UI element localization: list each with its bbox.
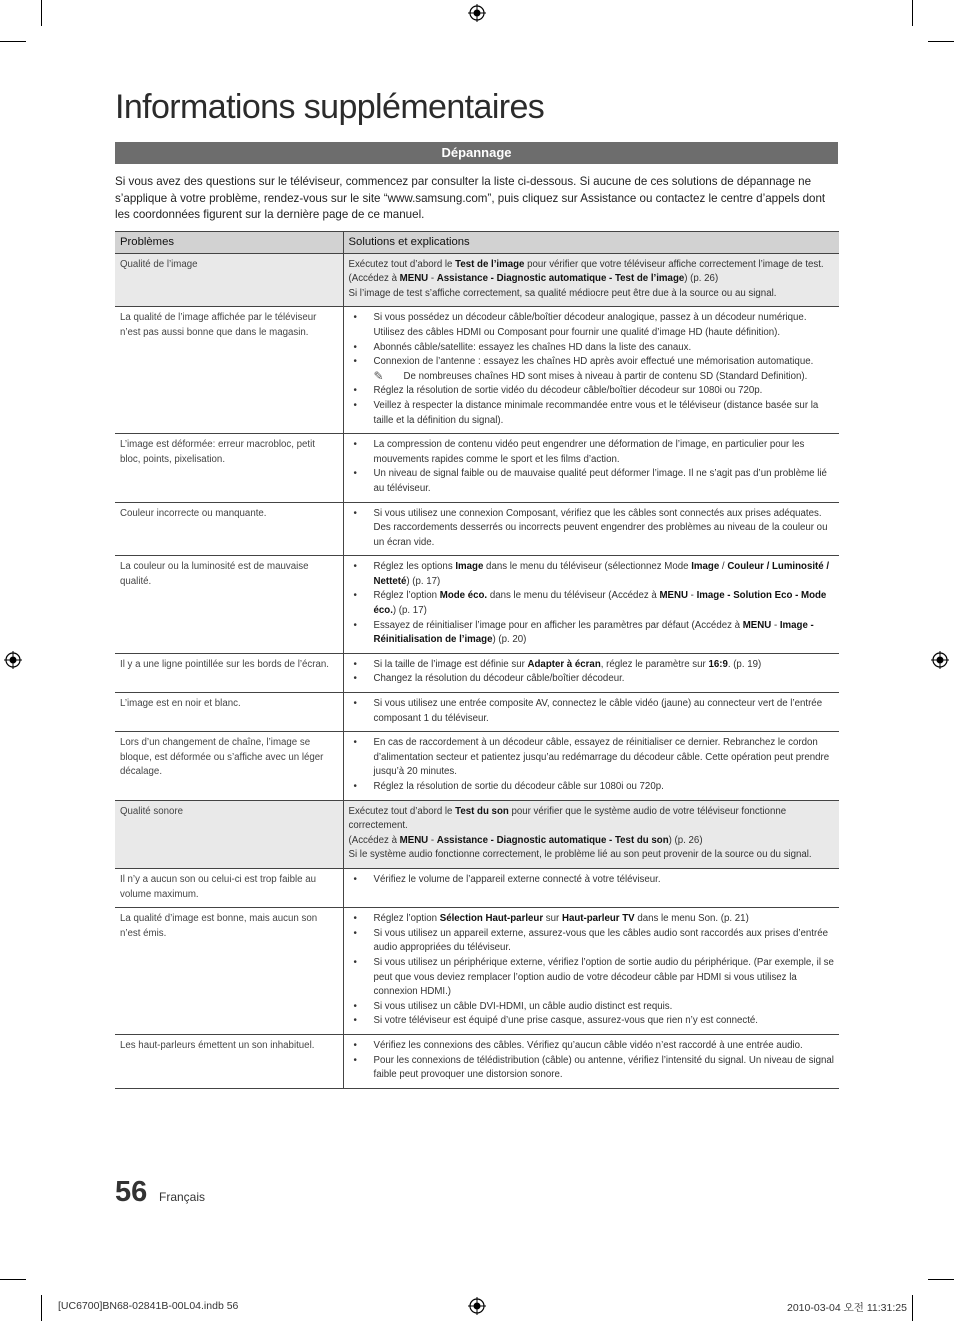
bold-term: MENU	[659, 590, 688, 602]
table-row	[115, 556, 839, 654]
problem-cell: Qualité sonore	[115, 800, 343, 868]
solution-bullet-list	[349, 873, 835, 888]
list-item	[349, 560, 835, 589]
solution-cell	[343, 693, 839, 732]
text-run: Abonnés câble/satellite: essayez les chaînes HD dans la liste des canaux.	[373, 341, 692, 353]
solution-bullet-list	[349, 697, 835, 726]
page-title: Informations supplémentaires	[115, 88, 545, 126]
text-run: Réglez l’option	[373, 590, 440, 602]
text-run: Si vous possédez un décodeur câble/boîtier décodeur analogique, passez à un décodeur numérique. Utilisez des câbles HDMI ou Composant pour fournir une qualité d’image HD (haute définition).	[373, 312, 807, 338]
list-item	[349, 956, 835, 1000]
table-row	[115, 800, 839, 868]
text-run: Si vous utilisez un périphérique externe, vérifiez l’option de sortie audio du périphérique. (Par exemple, il se peut que vous deviez remplacer l’option audio de votre décodeur câble par HDMI si vous utilisez la connexion HDMI.)	[373, 956, 834, 998]
problem-cell: Il y a une ligne pointillée sur les bords de l’écran.	[115, 653, 343, 692]
bold-term: Sélection Haut-parleur	[439, 913, 544, 925]
table-row	[115, 653, 839, 692]
registration-mark-icon	[4, 651, 22, 669]
solution-cell	[343, 653, 839, 692]
note-text: De nombreuses chaînes HD sont mises à niveau à partir de contenu SD (Standard Definition).	[403, 370, 808, 382]
text-run: -	[771, 619, 780, 631]
table-row	[115, 253, 839, 307]
list-item	[349, 1039, 835, 1054]
text-run: Pour les connexions de télédistribution (câble) ou antenne, vérifiez l’intensité du signal. Un niveau de signal faible peut provoquer une distorsion sonore.	[373, 1054, 834, 1081]
list-item	[349, 873, 835, 888]
crop-mark	[912, 1295, 913, 1321]
text-run: Si votre téléviseur est équipé d’une prise casque, assurez-vous que rien n’y est connecté.	[373, 1015, 758, 1027]
bold-term: Assistance - Diagnostic automatique - Test du son	[436, 834, 669, 846]
solution-bullet-list	[349, 507, 835, 551]
solution-line	[349, 848, 835, 863]
text-run: (Accédez à	[348, 834, 400, 846]
list-item	[349, 1000, 835, 1015]
solution-bullet-list	[349, 658, 835, 687]
table-body	[115, 253, 839, 1088]
footer-file-info: [UC6700]BN68-02841B-00L04.indb 56	[58, 1300, 239, 1312]
text-run: Veillez à respecter la distance minimale recommandée entre vous et le téléviseur (distance basée sur la taille et la définition du signal).	[373, 399, 819, 426]
bold-term: 16:9	[708, 658, 728, 670]
bold-term: Test du son	[455, 805, 509, 817]
list-item	[349, 399, 835, 428]
solution-line	[349, 272, 835, 287]
list-item	[349, 438, 835, 467]
crop-mark	[928, 41, 954, 42]
text-run: Connexion de l’antenne : essayez les chaînes HD après avoir effectué une mémorisation automatique.	[373, 356, 814, 368]
table-row	[115, 307, 839, 434]
problem-cell: L’image est déformée: erreur macrobloc, petit bloc, points, pixelisation.	[115, 434, 343, 502]
bold-term: Assistance - Diagnostic automatique - Test de l’image	[436, 273, 685, 285]
text-run: ) (p. 17)	[392, 605, 427, 617]
solution-cell	[343, 732, 839, 800]
text-run: pour vérifier que votre téléviseur affiche correctement l’image de test.	[524, 258, 824, 270]
text-run: . (p. 19)	[727, 658, 762, 670]
solution-cell	[343, 908, 839, 1035]
list-item	[349, 507, 835, 551]
problem-cell: Couleur incorrecte ou manquante.	[115, 502, 343, 556]
text-run: ) (p. 17)	[406, 575, 441, 587]
text-run: dans le menu Son. (p. 21)	[634, 913, 749, 925]
text-run: Exécutez tout d’abord le	[348, 258, 456, 270]
text-run: -	[428, 834, 437, 846]
text-run: dans le menu du téléviseur (sélectionnez Mode	[483, 561, 692, 573]
text-run: Un niveau de signal faible ou de mauvaise qualité peut déformer l’image. Il ne s’agit pas d’un problème lié au téléviseur.	[373, 468, 827, 494]
pencil-note-icon: ✎	[373, 368, 384, 383]
problem-cell: Les haut-parleurs émettent un son inhabituel.	[115, 1034, 343, 1088]
problem-cell: La qualité de l’image affichée par le téléviseur n’est pas aussi bonne que dans le magasin.	[115, 307, 343, 434]
column-header-problems: Problèmes	[115, 232, 343, 254]
note-line	[349, 370, 835, 385]
text-run: Vérifiez le volume de l’appareil externe connecté à votre téléviseur.	[373, 873, 661, 885]
crop-mark	[912, 0, 913, 26]
solution-cell	[343, 868, 839, 907]
table-row	[115, 502, 839, 556]
text-run: Réglez la résolution de sortie vidéo du décodeur câble/boîtier décodeur sur 1080i ou 720p.	[373, 385, 763, 397]
text-run: sur	[543, 913, 562, 925]
registration-mark-icon	[468, 4, 486, 22]
table-row	[115, 434, 839, 502]
bold-term: MENU	[399, 273, 429, 285]
text-run: Réglez les options	[373, 561, 456, 573]
table-row	[115, 732, 839, 800]
text-run: Si vous utilisez une entrée composite AV, connectez le câble vidéo (jaune) au connecteur vert de l’entrée composant 1 du téléviseur.	[373, 698, 823, 724]
text-run: Si la taille de l’image est définie sur	[373, 658, 528, 670]
crop-mark	[41, 0, 42, 26]
list-item	[349, 1014, 835, 1029]
text-run: pour vérifier que le système audio de votre téléviseur fonctionne correctement.	[348, 805, 787, 832]
table-row	[115, 868, 839, 907]
bold-term: Image	[455, 561, 484, 573]
text-run: , réglez le paramètre sur	[600, 658, 709, 670]
list-item	[349, 589, 835, 618]
bold-term: Mode éco.	[439, 590, 488, 602]
crop-mark	[0, 1279, 26, 1280]
solution-line	[349, 834, 835, 849]
solution-bullet-list	[349, 1039, 835, 1083]
text-run: /	[719, 561, 728, 573]
text-run: Essayez de réinitialiser l’image pour en afficher les paramètres par défaut (Accédez à	[373, 619, 743, 631]
solution-cell	[343, 434, 839, 502]
solution-cell	[343, 556, 839, 654]
text-run: ) (p. 26)	[668, 834, 703, 846]
list-item	[349, 658, 835, 673]
bold-term: Image - Réinitialisation de l’image	[373, 619, 814, 646]
bold-term: Haut-parleur TV	[561, 913, 635, 925]
troubleshooting-table	[115, 231, 839, 1089]
solution-cell	[343, 253, 839, 307]
text-run: -	[428, 273, 437, 285]
bold-term: Image - Solution Eco - Mode éco.	[373, 590, 827, 617]
list-item	[349, 736, 835, 780]
problem-cell: L’image est en noir et blanc.	[115, 693, 343, 732]
table-row	[115, 908, 839, 1035]
text-run: Vérifiez les connexions des câbles. Vérifiez qu’aucun câble vidéo n’est raccordé à une entrée audio.	[373, 1039, 803, 1051]
text-run: (Accédez à	[348, 273, 400, 285]
column-header-solutions: Solutions et explications	[343, 232, 839, 254]
bold-term: Test de l’image	[455, 258, 525, 270]
list-item	[349, 1054, 835, 1083]
page-language: Français	[159, 1190, 206, 1204]
text-run: ) (p. 26)	[684, 273, 719, 285]
text-run: Changez la résolution du décodeur câble/boîtier décodeur.	[373, 673, 625, 685]
solution-bullet-list	[349, 560, 835, 648]
page-number: 56	[115, 1176, 148, 1208]
text-run: En cas de raccordement à un décodeur câble, essayez de réinitialiser ce dernier. Rebranchez le cordon d’alimentation secteur et patientez jusqu’au redémarrage du décodeur câble. Cette opération peut prendre jusqu’à 20 minutes.	[373, 737, 830, 778]
text-run: Réglez la résolution de sortie du décodeur câble sur 1080i ou 720p.	[373, 781, 664, 792]
table-row	[115, 1034, 839, 1088]
text-run: Si vous utilisez un câble DVI-HDMI, un câble audio distinct est requis.	[373, 1000, 673, 1012]
solution-cell	[343, 307, 839, 434]
bold-term: MENU	[399, 834, 429, 846]
problem-cell: Qualité de l’image	[115, 253, 343, 307]
list-item	[349, 619, 835, 648]
list-item	[349, 311, 835, 340]
solution-line	[349, 805, 835, 834]
list-item	[349, 467, 835, 496]
solution-bullet-list	[349, 912, 835, 1029]
text-run: Si l’image de test s’affiche correctement, sa qualité médiocre peut être due à la source ou au signal.	[348, 287, 777, 299]
crop-mark	[928, 1279, 954, 1280]
bold-term: Image	[691, 561, 720, 573]
registration-mark-icon	[931, 651, 949, 669]
solution-cell	[343, 1034, 839, 1088]
list-item	[349, 341, 835, 356]
solution-line	[349, 287, 835, 302]
section-title: Dépannage	[115, 142, 838, 164]
solution-bullet-list	[349, 311, 835, 428]
list-item	[349, 384, 835, 399]
problem-cell: La qualité d’image est bonne, mais aucun son n’est émis.	[115, 908, 343, 1035]
problem-cell: La couleur ou la luminosité est de mauvaise qualité.	[115, 556, 343, 654]
text-run: Si le système audio fonctionne correctement, le problème lié au son peut provenir de la source ou du signal.	[348, 849, 812, 861]
text-run: Si vous utilisez un appareil externe, assurez-vous que les câbles audio sont raccordés aux prises d’entrée audio appropriées du téléviseur.	[373, 927, 828, 954]
solution-cell	[343, 502, 839, 556]
bold-term: Couleur / Luminosité / Netteté	[373, 561, 830, 587]
list-item	[349, 672, 835, 687]
text-run: La compression de contenu vidéo peut engendrer une déformation de l’image, en particulier pour les mouvements rapides comme le sport et les films d’action.	[373, 439, 805, 465]
list-item	[349, 697, 835, 726]
solution-cell	[343, 800, 839, 868]
text-run: Exécutez tout d’abord le	[348, 805, 456, 817]
list-item	[349, 927, 835, 956]
solution-bullet-list	[349, 736, 835, 794]
text-run: Réglez l’option	[373, 913, 440, 925]
problem-cell: Lors d’un changement de chaîne, l’image se bloque, est déformée ou s’affiche avec un léger décalage.	[115, 732, 343, 800]
table-header-row	[115, 232, 839, 254]
problem-cell: Il n’y a aucun son ou celui-ci est trop faible au volume maximum.	[115, 868, 343, 907]
solution-bullet-list	[349, 438, 835, 496]
text-run: Si vous utilisez une connexion Composant, vérifiez que les câbles sont connectés aux prises adéquates. Des raccordements desserrés ou incorrects peuvent engendrer des problèmes au niveau de la couleur ou un écran vide.	[373, 507, 828, 548]
text-run: -	[687, 590, 697, 602]
bold-term: MENU	[742, 619, 772, 631]
text-run: ) (p. 20)	[492, 634, 527, 646]
footer-datetime: 2010-03-04 오전 11:31:25	[787, 1302, 907, 1314]
registration-mark-icon	[468, 1297, 486, 1315]
solution-line	[349, 258, 835, 273]
text-run: dans le menu du téléviseur (Accédez à	[487, 590, 660, 602]
crop-mark	[41, 1295, 42, 1321]
intro-paragraph: Si vous avez des questions sur le téléviseur, commencez par consulter la liste ci-dessous. Si aucune de ces solutions de dépannage ne s’applique à votre problème, rendez-vous sur le site “www.samsung.com”, puis cliquez sur Assistance ou contactez le centre d’appels dont les coordonnées figurent sur la dernière page de ce manuel.	[115, 175, 826, 221]
list-item	[349, 780, 835, 795]
bold-term: Adapter à écran	[527, 658, 601, 670]
crop-mark	[0, 41, 26, 42]
table-row	[115, 693, 839, 732]
list-item	[349, 912, 835, 927]
list-item	[349, 355, 835, 370]
